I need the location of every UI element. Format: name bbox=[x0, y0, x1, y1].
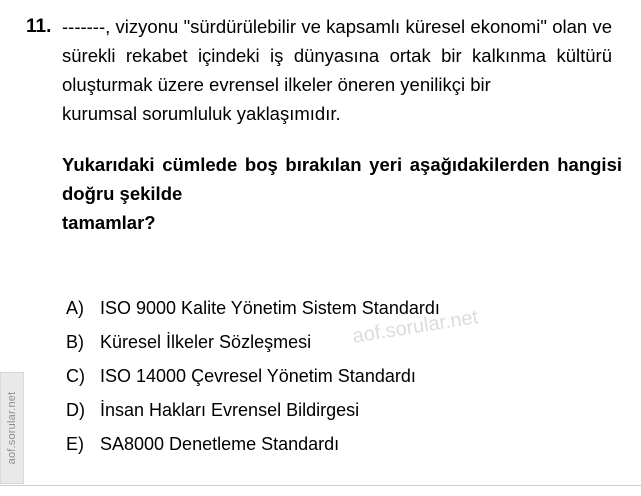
question-stem-line: üzere evrensel ilkeler öneren yenilikçi bir bbox=[157, 74, 491, 95]
bottom-divider bbox=[0, 485, 641, 486]
option-text: ISO 14000 Çevresel Yönetim Standardı bbox=[100, 366, 416, 386]
question-prompt-line: aşağıdakilerden hangisi doğru şekilde bbox=[62, 154, 622, 204]
question-stem-line: ekonomi" olan ve sürekli rekabet içindeki iş bbox=[62, 16, 612, 66]
option-text: ISO 9000 Kalite Yönetim Sistem Standardı bbox=[100, 298, 440, 318]
answer-options bbox=[66, 298, 626, 468]
option-text: Küresel İlkeler Sözleşmesi bbox=[100, 332, 312, 352]
question-block bbox=[20, 12, 620, 237]
option-letter: D) bbox=[66, 400, 85, 420]
question-stem-line: -------, vizyonu "sürdürülebilir ve kapsamlı küresel bbox=[62, 16, 466, 37]
question-stem bbox=[62, 12, 620, 128]
side-watermark-text: aof.sorular.net bbox=[6, 391, 18, 465]
answer-option-a[interactable] bbox=[66, 298, 626, 332]
option-letter: B) bbox=[66, 332, 84, 352]
option-letter: C) bbox=[66, 366, 85, 386]
question-prompt-last-line: tamamlar? bbox=[62, 212, 156, 233]
question-stem-line: dünyasına ortak bir kalkınma kültürü oluşturmak bbox=[62, 45, 612, 95]
center-watermark: aof.sorular.net bbox=[350, 306, 480, 348]
answer-option-d[interactable] bbox=[66, 400, 626, 434]
question-stem-row bbox=[20, 12, 620, 128]
answer-option-c[interactable] bbox=[66, 366, 626, 400]
answer-option-e[interactable] bbox=[66, 434, 626, 468]
question-prompt-line: Yukarıdaki cümlede boş bırakılan yeri bbox=[62, 154, 403, 175]
option-letter: E) bbox=[66, 434, 84, 454]
option-letter: A) bbox=[66, 298, 84, 318]
question-prompt bbox=[62, 150, 622, 237]
question-number: 11. bbox=[26, 16, 52, 37]
option-text: İnsan Hakları Evrensel Bildirgesi bbox=[100, 400, 360, 420]
question-stem-last-line: kurumsal sorumluluk yaklaşımıdır. bbox=[62, 103, 341, 124]
option-text: SA8000 Denetleme Standardı bbox=[100, 434, 340, 454]
answer-option-b[interactable] bbox=[66, 332, 626, 366]
side-watermark bbox=[0, 372, 24, 484]
